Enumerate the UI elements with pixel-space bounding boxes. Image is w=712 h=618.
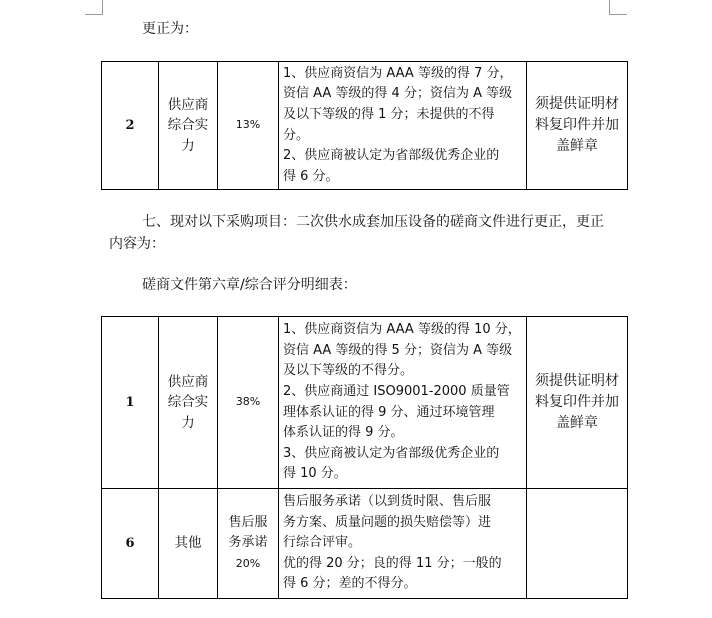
table-row	[102, 317, 628, 489]
weight-cell: 13%	[218, 62, 279, 190]
item-7-paragraph-cont: 内容为：	[109, 236, 165, 252]
criteria-cell: 1、供应商资信为 AAA 等级的得 10 分， 资信 AA 等级的得 5 分；资信为 A 等级 及以下等级的不得分。 2、供应商通过 ISO9001-2000 质量管 理体系认证的得 9 分、通过环境管理 体系认证的得 9 分。 3、供应商被认定为省部级优秀企业的 得 10 分。	[279, 317, 527, 489]
category-cell: 供应商 综合实 力	[159, 62, 218, 190]
crop-mark	[102, 0, 103, 15]
note-cell	[527, 489, 628, 599]
category-cell: 其他	[159, 489, 218, 599]
correction-table-1	[101, 61, 628, 190]
chapter-heading: 磋商文件第六章/综合评分明细表：	[142, 277, 357, 293]
correction-table-2	[101, 316, 628, 599]
criteria-cell: 1、供应商资信为 AAA 等级的得 7 分， 资信 AA 等级的得 4 分；资信为 A 等级 及以下等级的得 1 分；未提供的不得 分。 2、供应商被认定为省部级优秀企业的 得 6 分。	[279, 62, 527, 190]
table-row	[102, 62, 628, 190]
item-number: 2	[102, 62, 159, 190]
note-cell: 须提供证明材 料复印件并加 盖鲜章	[527, 62, 628, 190]
category-cell: 供应商 综合实 力	[159, 317, 218, 489]
table-row	[102, 489, 628, 599]
criteria-cell: 售后服务承诺（以到货时限、售后服 务方案、质量问题的损失赔偿等）进 行综合评审。 优的得 20 分；良的得 11 分；一般的 得 6 分；差的不得分。	[279, 489, 527, 599]
weight-cell: 售后服 务承诺 20%	[218, 489, 279, 599]
item-7-paragraph: 七、现对以下采购项目：二次供水成套加压设备的磋商文件进行更正，更正	[142, 214, 604, 230]
crop-mark	[85, 14, 103, 15]
note-cell: 须提供证明材 料复印件并加 盖鲜章	[527, 317, 628, 489]
item-number: 6	[102, 489, 159, 599]
crop-mark	[609, 0, 610, 15]
crop-mark	[609, 14, 627, 15]
weight-cell: 38%	[218, 317, 279, 489]
item-number: 1	[102, 317, 159, 489]
correction-heading: 更正为：	[142, 21, 198, 37]
